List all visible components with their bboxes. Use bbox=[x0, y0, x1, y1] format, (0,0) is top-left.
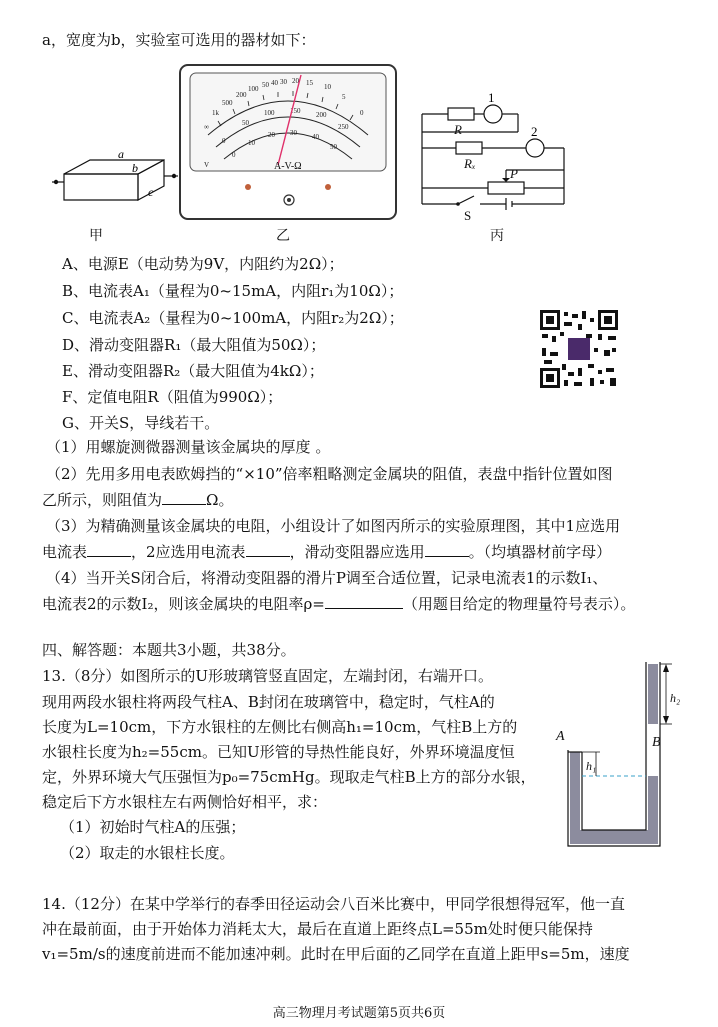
meter-top-6: 40 bbox=[271, 79, 278, 87]
p13-line6: 稳定后下方水银柱左右两侧恰好相平，求： bbox=[42, 793, 328, 811]
question-4-line1: （4）当开关S闭合后，将滑动变阻器的滑片P调至合适位置，记录电流表1的示数I₁、 bbox=[46, 569, 608, 587]
meter-low-5: 50 bbox=[330, 143, 337, 151]
meter-top-3: 200 bbox=[236, 91, 247, 99]
option-a: A、电源E（电动势为9V，内阻约为2Ω）； bbox=[62, 255, 344, 273]
meter-mid-5: 250 bbox=[338, 123, 349, 131]
option-g: G、开关S，导线若干。 bbox=[62, 414, 220, 432]
q4-answer-blank[interactable] bbox=[325, 594, 403, 609]
meter-mid-4: 200 bbox=[316, 111, 327, 119]
meter-mid-3: 150 bbox=[290, 107, 301, 115]
meter-top-9: 15 bbox=[306, 79, 313, 87]
meter-top-1: 1k bbox=[212, 109, 219, 117]
q2-text-pre: 乙所示，则阻值为 bbox=[42, 491, 163, 509]
tube-label-h1: h₁ bbox=[586, 759, 597, 773]
meter-low-0: 0 bbox=[232, 151, 236, 159]
meter-top-5: 50 bbox=[262, 81, 269, 89]
question-1: （1）用螺旋测微器测量该金属块的厚度 。 bbox=[46, 438, 331, 456]
p13-line3: 长度为L=10cm，下方水银柱的左侧比右侧高h₁=10cm，气柱B上方的 bbox=[42, 718, 518, 736]
meter-label: A-V-Ω bbox=[274, 161, 302, 172]
section-4-heading: 四、解答题：本题共3小题，共38分。 bbox=[42, 641, 296, 659]
p13-sub1: （1）初始时气柱A的压强； bbox=[60, 818, 246, 836]
question-2-line2 bbox=[42, 490, 233, 510]
q2-text-post: Ω。 bbox=[206, 491, 234, 509]
q3-blank-meter1[interactable] bbox=[87, 542, 131, 557]
caption-jia: 甲 bbox=[89, 228, 103, 244]
figure-metal-block bbox=[52, 148, 182, 218]
question-3-line2 bbox=[42, 542, 611, 562]
meter-top-11: 5 bbox=[342, 93, 346, 101]
q3-text-4: 。（均填器材前字母） bbox=[468, 543, 612, 561]
circuit-label-R: R bbox=[454, 122, 462, 137]
p13-sub2: （2）取走的水银柱长度。 bbox=[60, 844, 235, 862]
meter-top-0: ∞ bbox=[204, 123, 209, 131]
p13-line4: 水银柱长度为h₂=55cm。已知U形管的导热性能良好，外界环境温度恒 bbox=[42, 743, 515, 761]
meter-top-12: 0 bbox=[360, 109, 364, 117]
p14-line1: 14.（12分）在某中学举行的春季田径运动会八百米比赛中，甲同学很想得冠军，他一直 bbox=[42, 895, 625, 913]
p13-line5: 定，外界环境大气压强恒为p₀=75cmHg。现取走气柱B上方的部分水银， bbox=[42, 768, 536, 786]
q2-answer-blank[interactable] bbox=[162, 490, 206, 505]
meter-mid-0: 0 bbox=[222, 137, 226, 145]
qr-code bbox=[538, 308, 620, 390]
q3-blank-meter2[interactable] bbox=[246, 542, 290, 557]
tube-label-A: A bbox=[556, 729, 565, 744]
q4-text-pre: 电流表2的示数I₂，则该金属块的电阻率ρ= bbox=[42, 595, 325, 613]
question-3-line1: （3）为精确测量该金属块的电阻，小组设计了如图丙所示的实验原理图，其中1应选用 bbox=[46, 517, 621, 535]
meter-low-3: 30 bbox=[290, 129, 297, 137]
figure-circuit bbox=[412, 92, 582, 230]
p13-line1: 13.（8分）如图所示的U形玻璃管竖直固定，左端封闭，右端开口。 bbox=[42, 667, 494, 685]
p14-line2: 冲在最前面，由于开始体力消耗太大，最后在直道上距终点L=55m处时便只能保持 bbox=[42, 920, 593, 938]
circuit-meter-2: 2 bbox=[531, 124, 538, 139]
option-d: D、滑动变阻器R₁（最大阻值为50Ω）； bbox=[62, 336, 326, 354]
option-f: F、定值电阻R（阻值为990Ω）； bbox=[62, 388, 283, 406]
option-e: E、滑动变阻器R₂（最大阻值为4kΩ）； bbox=[62, 362, 324, 380]
tube-label-B: B bbox=[652, 735, 661, 750]
meter-v-mark: V bbox=[204, 161, 210, 169]
meter-top-10: 10 bbox=[324, 83, 331, 91]
caption-bing: 丙 bbox=[490, 228, 504, 244]
q3-text-3: ，滑动变阻器应选用 bbox=[289, 543, 425, 561]
block-label-b: b bbox=[132, 161, 138, 175]
q3-text-2: ，2应选用电流表 bbox=[131, 543, 246, 561]
meter-low-2: 20 bbox=[268, 131, 275, 139]
block-label-c: c bbox=[148, 185, 154, 199]
circuit-label-Rx: Rₓ bbox=[464, 156, 476, 171]
meter-low-1: 10 bbox=[248, 139, 255, 147]
meter-top-2: 500 bbox=[222, 99, 233, 107]
question-4-line2 bbox=[42, 594, 635, 614]
circuit-meter-1: 1 bbox=[488, 92, 495, 105]
meter-top-8: 20 bbox=[292, 77, 299, 85]
option-c: C、电流表A₂（量程为0~100mA，内阻r₂为2Ω）； bbox=[62, 309, 404, 327]
p14-line3: v₁=5m/s的速度前进而不能加速冲刺。此时在甲后面的乙同学在直道上距甲s=5m，速度 bbox=[42, 945, 630, 963]
p13-line2: 现用两段水银柱将两段气柱A、B封闭在玻璃管中，稳定时，气柱A的 bbox=[42, 693, 495, 711]
intro-text: a，宽度为b，实验室可选用的器材如下： bbox=[42, 31, 316, 49]
block-label-a: a bbox=[118, 148, 124, 161]
figure-u-tube bbox=[548, 652, 684, 852]
q3-blank-rheostat[interactable] bbox=[425, 542, 469, 557]
meter-top-4: 100 bbox=[248, 85, 259, 93]
page-footer: 高三物理月考试题第5页共6页 bbox=[272, 1006, 446, 1021]
meter-low-4: 40 bbox=[312, 133, 319, 141]
circuit-label-P: P bbox=[510, 166, 518, 181]
meter-top-7: 30 bbox=[280, 78, 287, 86]
tube-label-h2: h₂ bbox=[670, 691, 681, 705]
meter-mid-1: 50 bbox=[242, 119, 249, 127]
qr-logo bbox=[568, 338, 590, 360]
circuit-label-S: S bbox=[464, 208, 472, 223]
q4-text-post: （用题目给定的物理量符号表示）。 bbox=[402, 595, 636, 613]
meter-mid-2: 100 bbox=[264, 109, 275, 117]
figure-multimeter bbox=[178, 63, 400, 223]
caption-yi: 乙 bbox=[276, 228, 290, 244]
option-b: B、电流表A₁（量程为0~15mA，内阻r₁为10Ω）； bbox=[62, 282, 404, 300]
q3-text-1: 电流表 bbox=[42, 543, 88, 561]
question-2-line1: （2）先用多用电表欧姆挡的“×10”倍率粗略测定金属块的阻值，表盘中指针位置如图 bbox=[46, 465, 613, 483]
